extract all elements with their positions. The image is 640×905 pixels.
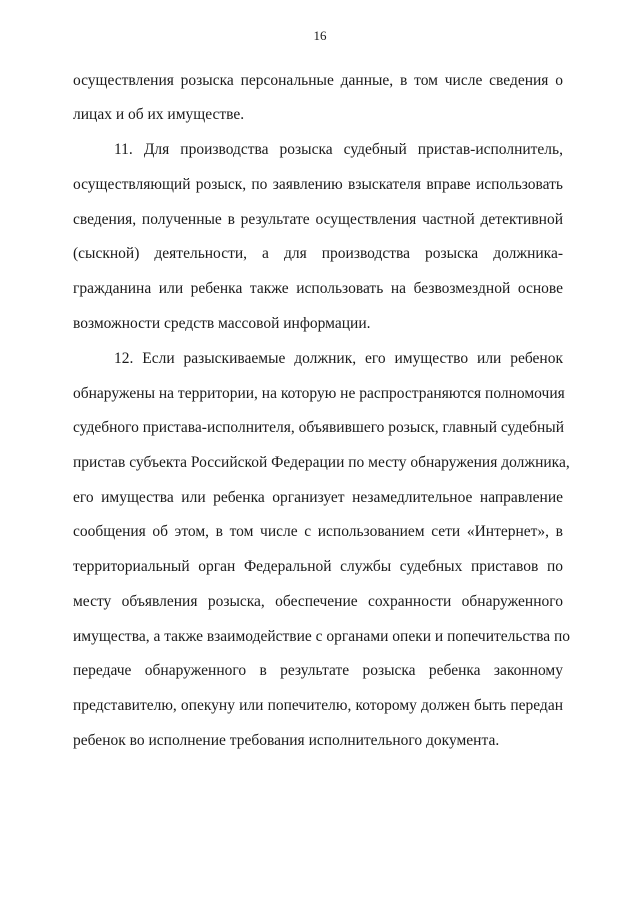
text-line: осуществляющий розыск, по заявлению взыскателя вправе использовать (73, 176, 563, 193)
text-line: имущества, а также взаимодействие с органами опеки и попечительства по (73, 628, 571, 645)
paragraph-12-first-line: 12. Если разыскиваемые должник, его имущество или ребенок (114, 350, 563, 367)
text-line: пристав субъекта Российской Федерации по месту обнаружения должника, (73, 454, 570, 471)
page-number: 16 (313, 28, 327, 43)
text-line: ребенок во исполнение требования исполнительного документа. (73, 732, 500, 749)
text-line: представителю, опекуну или попечителю, которому должен быть передан (73, 697, 563, 714)
paragraph-11-first-line: 11. Для производства розыска судебный пристав-исполнитель, (114, 141, 563, 158)
text-line: сведения, полученные в результате осуществления частной детективной (73, 211, 563, 228)
text-line: осуществления розыска персональные данные, в том числе сведения о (73, 72, 563, 89)
text-line: территориальный орган Федеральной службы судебных приставов по (73, 558, 563, 575)
text-line: месту объявления розыска, обеспечение сохранности обнаруженного (73, 593, 563, 610)
text-line: (сыскной) деятельности, а для производства розыска должника- (73, 245, 563, 262)
text-line: его имущества или ребенка организует незамедлительное направление (73, 489, 563, 506)
text-line: обнаружены на территории, на которую не распространяются полномочия (73, 385, 565, 402)
text-line: гражданина или ребенка также использовать на безвозмездной основе (73, 280, 563, 297)
text-line: передаче обнаруженного в результате розыска ребенка законному (73, 662, 563, 679)
text-line: лицах и об их имуществе. (73, 106, 245, 123)
text-line: судебного пристава-исполнителя, объявившего розыск, главный судебный (73, 419, 564, 436)
text-line: возможности средств массовой информации. (73, 315, 371, 332)
text-line: сообщения об этом, в том числе с использованием сети «Интернет», в (73, 523, 563, 540)
